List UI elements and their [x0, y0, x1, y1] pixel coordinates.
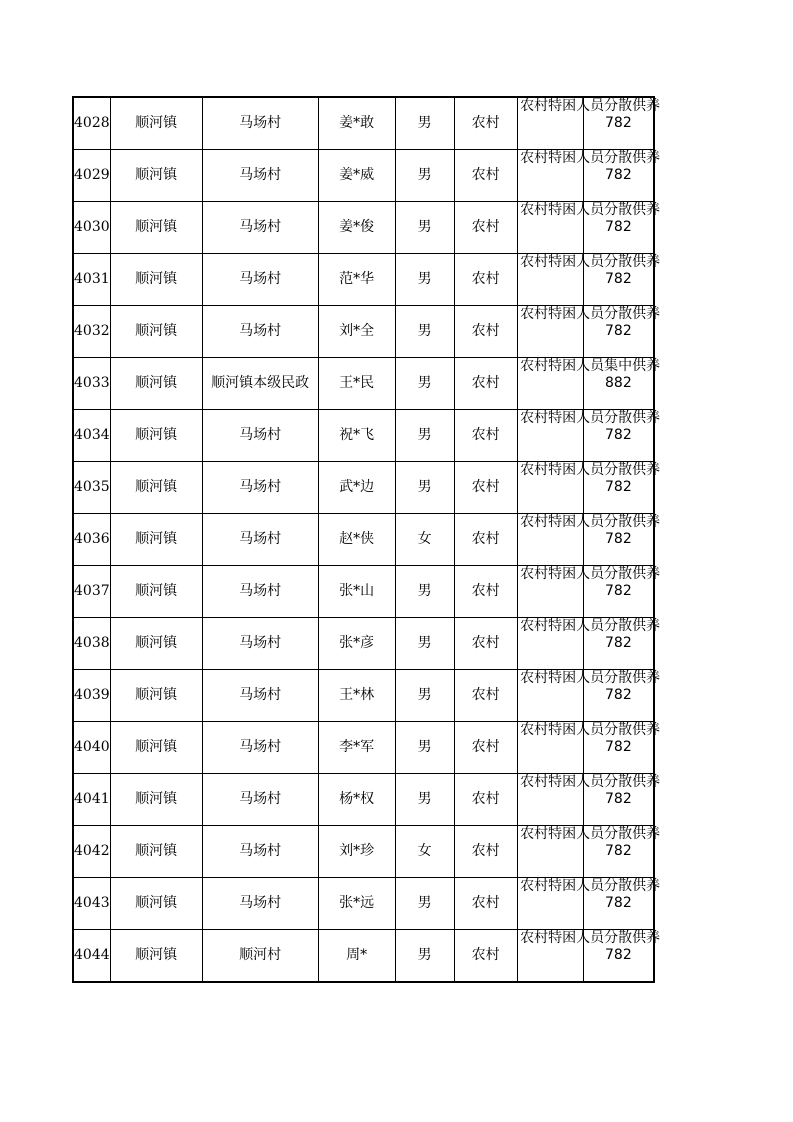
- gender-cell: 男: [395, 150, 454, 202]
- amount-cell: 782: [583, 462, 654, 514]
- area-cell: 农村: [454, 826, 517, 878]
- area-cell: 农村: [454, 930, 517, 983]
- area-cell: 农村: [454, 774, 517, 826]
- row-id-cell: 4039: [73, 670, 110, 722]
- name-cell: 张*远: [318, 878, 395, 930]
- name-cell: 李*军: [318, 722, 395, 774]
- area-cell: 农村: [454, 254, 517, 306]
- village-cell: 马场村: [202, 462, 318, 514]
- amount-cell: 782: [583, 410, 654, 462]
- row-id-cell: 4044: [73, 930, 110, 983]
- row-id-cell: 4030: [73, 202, 110, 254]
- name-cell: 姜*威: [318, 150, 395, 202]
- name-cell: 范*华: [318, 254, 395, 306]
- category-text: 农村特困人员分散供养: [520, 514, 661, 530]
- village-cell: 马场村: [202, 150, 318, 202]
- amount-cell: 782: [583, 618, 654, 670]
- name-cell: 杨*权: [318, 774, 395, 826]
- gender-cell: 男: [395, 722, 454, 774]
- amount-cell: 782: [583, 254, 654, 306]
- name-cell: 赵*侠: [318, 514, 395, 566]
- area-cell: 农村: [454, 306, 517, 358]
- village-cell: 马场村: [202, 670, 318, 722]
- village-cell: 马场村: [202, 202, 318, 254]
- town-cell: 顺河镇: [110, 410, 202, 462]
- town-cell: 顺河镇: [110, 930, 202, 983]
- gender-cell: 男: [395, 97, 454, 150]
- town-cell: 顺河镇: [110, 462, 202, 514]
- table-row: [73, 306, 654, 358]
- row-id-cell: 4031: [73, 254, 110, 306]
- amount-cell: 782: [583, 774, 654, 826]
- village-cell: 顺河村: [202, 930, 318, 983]
- name-cell: 王*林: [318, 670, 395, 722]
- category-text: 农村特困人员分散供养: [520, 150, 661, 166]
- table-row: [73, 150, 654, 202]
- table-row: [73, 930, 654, 983]
- amount-cell: 782: [583, 722, 654, 774]
- village-cell: 马场村: [202, 514, 318, 566]
- gender-cell: 女: [395, 514, 454, 566]
- row-id-cell: 4035: [73, 462, 110, 514]
- town-cell: 顺河镇: [110, 826, 202, 878]
- table-row: [73, 358, 654, 410]
- amount-cell: 782: [583, 566, 654, 618]
- area-cell: 农村: [454, 514, 517, 566]
- row-id-cell: 4028: [73, 97, 110, 150]
- category-text: 农村特困人员分散供养: [520, 774, 661, 790]
- name-cell: 张*山: [318, 566, 395, 618]
- town-cell: 顺河镇: [110, 774, 202, 826]
- table-row: [73, 514, 654, 566]
- village-cell: 马场村: [202, 774, 318, 826]
- area-cell: 农村: [454, 566, 517, 618]
- name-cell: 姜*敢: [318, 97, 395, 150]
- amount-cell: 782: [583, 202, 654, 254]
- village-cell: 马场村: [202, 97, 318, 150]
- amount-cell: 782: [583, 514, 654, 566]
- table-row: [73, 202, 654, 254]
- gender-cell: 男: [395, 202, 454, 254]
- area-cell: 农村: [454, 410, 517, 462]
- name-cell: 王*民: [318, 358, 395, 410]
- area-cell: 农村: [454, 878, 517, 930]
- gender-cell: 男: [395, 618, 454, 670]
- town-cell: 顺河镇: [110, 150, 202, 202]
- category-text: 农村特困人员分散供养: [520, 98, 661, 114]
- table-row: [73, 566, 654, 618]
- table-row: [73, 670, 654, 722]
- gender-cell: 男: [395, 670, 454, 722]
- area-cell: 农村: [454, 722, 517, 774]
- row-id-cell: 4034: [73, 410, 110, 462]
- category-text: 农村特困人员分散供养: [520, 566, 661, 582]
- name-cell: 刘*珍: [318, 826, 395, 878]
- name-cell: 武*边: [318, 462, 395, 514]
- row-id-cell: 4029: [73, 150, 110, 202]
- town-cell: 顺河镇: [110, 358, 202, 410]
- area-cell: 农村: [454, 358, 517, 410]
- gender-cell: 男: [395, 254, 454, 306]
- row-id-cell: 4043: [73, 878, 110, 930]
- category-text: 农村特困人员分散供养: [520, 410, 661, 426]
- gender-cell: 男: [395, 410, 454, 462]
- name-cell: 刘*全: [318, 306, 395, 358]
- name-cell: 周*: [318, 930, 395, 983]
- name-cell: 姜*俊: [318, 202, 395, 254]
- town-cell: 顺河镇: [110, 878, 202, 930]
- amount-cell: 782: [583, 826, 654, 878]
- table-row: [73, 462, 654, 514]
- table-row: [73, 410, 654, 462]
- area-cell: 农村: [454, 462, 517, 514]
- town-cell: 顺河镇: [110, 670, 202, 722]
- category-text: 农村特困人员分散供养: [520, 878, 661, 894]
- area-cell: 农村: [454, 97, 517, 150]
- town-cell: 顺河镇: [110, 306, 202, 358]
- category-text: 农村特困人员分散供养: [520, 462, 661, 478]
- area-cell: 农村: [454, 150, 517, 202]
- category-text: 农村特困人员分散供养: [520, 618, 661, 634]
- town-cell: 顺河镇: [110, 618, 202, 670]
- amount-cell: 782: [583, 306, 654, 358]
- amount-cell: 782: [583, 930, 654, 983]
- village-cell: 马场村: [202, 618, 318, 670]
- amount-cell: 782: [583, 150, 654, 202]
- row-id-cell: 4038: [73, 618, 110, 670]
- village-cell: 马场村: [202, 410, 318, 462]
- gender-cell: 男: [395, 306, 454, 358]
- table-row: [73, 97, 654, 150]
- category-text: 农村特困人员分散供养: [520, 670, 661, 686]
- town-cell: 顺河镇: [110, 97, 202, 150]
- village-cell: 马场村: [202, 722, 318, 774]
- table-row: [73, 826, 654, 878]
- category-text: 农村特困人员分散供养: [520, 254, 661, 270]
- area-cell: 农村: [454, 618, 517, 670]
- row-id-cell: 4036: [73, 514, 110, 566]
- gender-cell: 男: [395, 566, 454, 618]
- row-id-cell: 4032: [73, 306, 110, 358]
- amount-cell: 782: [583, 97, 654, 150]
- category-text: 农村特困人员集中供养: [520, 358, 661, 374]
- gender-cell: 女: [395, 826, 454, 878]
- amount-cell: 782: [583, 878, 654, 930]
- town-cell: 顺河镇: [110, 566, 202, 618]
- name-cell: 祝*飞: [318, 410, 395, 462]
- village-cell: 马场村: [202, 306, 318, 358]
- area-cell: 农村: [454, 670, 517, 722]
- town-cell: 顺河镇: [110, 722, 202, 774]
- category-text: 农村特困人员分散供养: [520, 202, 661, 218]
- village-cell: 顺河镇本级民政: [202, 358, 318, 410]
- town-cell: 顺河镇: [110, 254, 202, 306]
- gender-cell: 男: [395, 462, 454, 514]
- town-cell: 顺河镇: [110, 202, 202, 254]
- gender-cell: 男: [395, 878, 454, 930]
- row-id-cell: 4041: [73, 774, 110, 826]
- table-row: [73, 774, 654, 826]
- table-row: [73, 878, 654, 930]
- row-id-cell: 4033: [73, 358, 110, 410]
- village-cell: 马场村: [202, 878, 318, 930]
- category-text: 农村特困人员分散供养: [520, 930, 661, 946]
- name-cell: 张*彦: [318, 618, 395, 670]
- village-cell: 马场村: [202, 254, 318, 306]
- amount-cell: 782: [583, 670, 654, 722]
- table-row: [73, 618, 654, 670]
- row-id-cell: 4037: [73, 566, 110, 618]
- table-row: [73, 722, 654, 774]
- category-text: 农村特困人员分散供养: [520, 722, 661, 738]
- village-cell: 马场村: [202, 566, 318, 618]
- category-text: 农村特困人员分散供养: [520, 826, 661, 842]
- roster-body: [73, 97, 661, 982]
- amount-cell: 882: [583, 358, 654, 410]
- village-cell: 马场村: [202, 826, 318, 878]
- roster-table: [72, 96, 661, 983]
- row-id-cell: 4040: [73, 722, 110, 774]
- area-cell: 农村: [454, 202, 517, 254]
- town-cell: 顺河镇: [110, 514, 202, 566]
- gender-cell: 男: [395, 358, 454, 410]
- row-id-cell: 4042: [73, 826, 110, 878]
- gender-cell: 男: [395, 930, 454, 983]
- table-row: [73, 254, 654, 306]
- category-text: 农村特困人员分散供养: [520, 306, 661, 322]
- gender-cell: 男: [395, 774, 454, 826]
